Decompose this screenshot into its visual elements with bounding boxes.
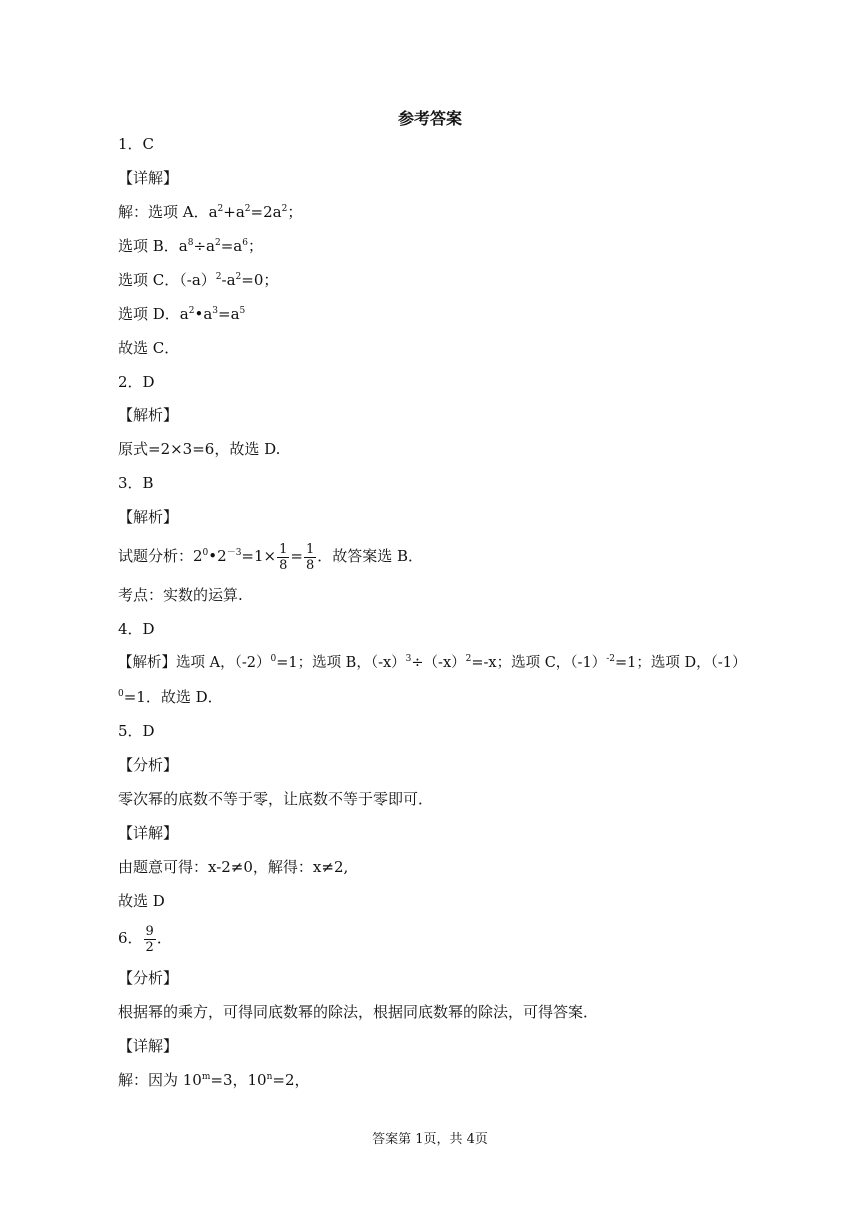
q1-line-b: 选项 B．$a^8\div a^2=a^6$；: [118, 237, 263, 255]
q6-number: 6． $\frac{9}{2}$ ．: [118, 923, 172, 955]
q2-body: 原式=2×3=6，故选 D.: [118, 440, 281, 458]
q3-tag: 【解析】: [118, 508, 179, 526]
q3-number: 3．B: [118, 474, 154, 492]
q5-analysis: 零次幂的底数不等于零，让底数不等于零即可．: [118, 790, 434, 808]
q5-detail: 由题意可得：x-2≠0，解得：x≠2,: [118, 858, 349, 876]
q6-detail: 解：因为 $10^m=3$，$10^n=2$，: [118, 1071, 310, 1089]
fraction-one-eighth-result: $\frac{1}{8}$: [305, 541, 315, 573]
page-title: 参考答案: [397, 109, 462, 128]
q4-analysis-line1: 【解析】选项 A，$(-2)^0=1$；选项 B，$(-x)^3\div(-x)^2=-x$；选项 C，$(-1)^{-2}=1$；选项 D，（-1）: [118, 654, 747, 671]
q1-line-c: 选项 C．$(-a)^2-a^2=0$；: [118, 271, 279, 289]
q1-line-a: 解：选项 A．$a^2+a^2=2a^2$；: [118, 203, 303, 221]
q1-line-d: 选项 D．$a^2•a^3=a^5$: [118, 305, 246, 323]
q1-number: 1．C: [118, 135, 155, 153]
q6-analysis-tag: 【分析】: [118, 969, 179, 987]
q2-number: 2．D: [118, 373, 155, 391]
q5-conclusion: 故选 D: [118, 892, 165, 910]
page-footer: 答案第 1页，共 4页: [372, 1132, 488, 1147]
q1-tag: 【详解】: [118, 169, 179, 187]
q6-detail-tag: 【详解】: [118, 1037, 179, 1055]
q5-analysis-tag: 【分析】: [118, 756, 179, 774]
q2-tag: 【解析】: [118, 406, 179, 424]
q1-conclusion: 故选 C．: [118, 339, 180, 357]
q4-analysis-line2: $^0$=1．故选 D．: [118, 688, 223, 706]
q6-analysis: 根据幂的乘方，可得同底数幂的除法，根据同底数幂的除法，可得答案．: [118, 1003, 599, 1021]
q4-number: 4．D: [118, 620, 155, 638]
q5-number: 5．D: [118, 722, 155, 740]
q5-detail-tag: 【详解】: [118, 824, 179, 842]
q3-analysis: 试题分析：$2^0•2^{-3}=1\times$ $\frac{1}{8}$ = $\frac{1}{8}$ ．故答案选 B．: [118, 541, 424, 573]
fraction-one-eighth: $\frac{1}{8}$: [279, 541, 288, 573]
q3-note: 考点：实数的运算.: [118, 586, 243, 604]
fraction-nine-halves: $\frac{9}{2}$: [145, 923, 154, 955]
